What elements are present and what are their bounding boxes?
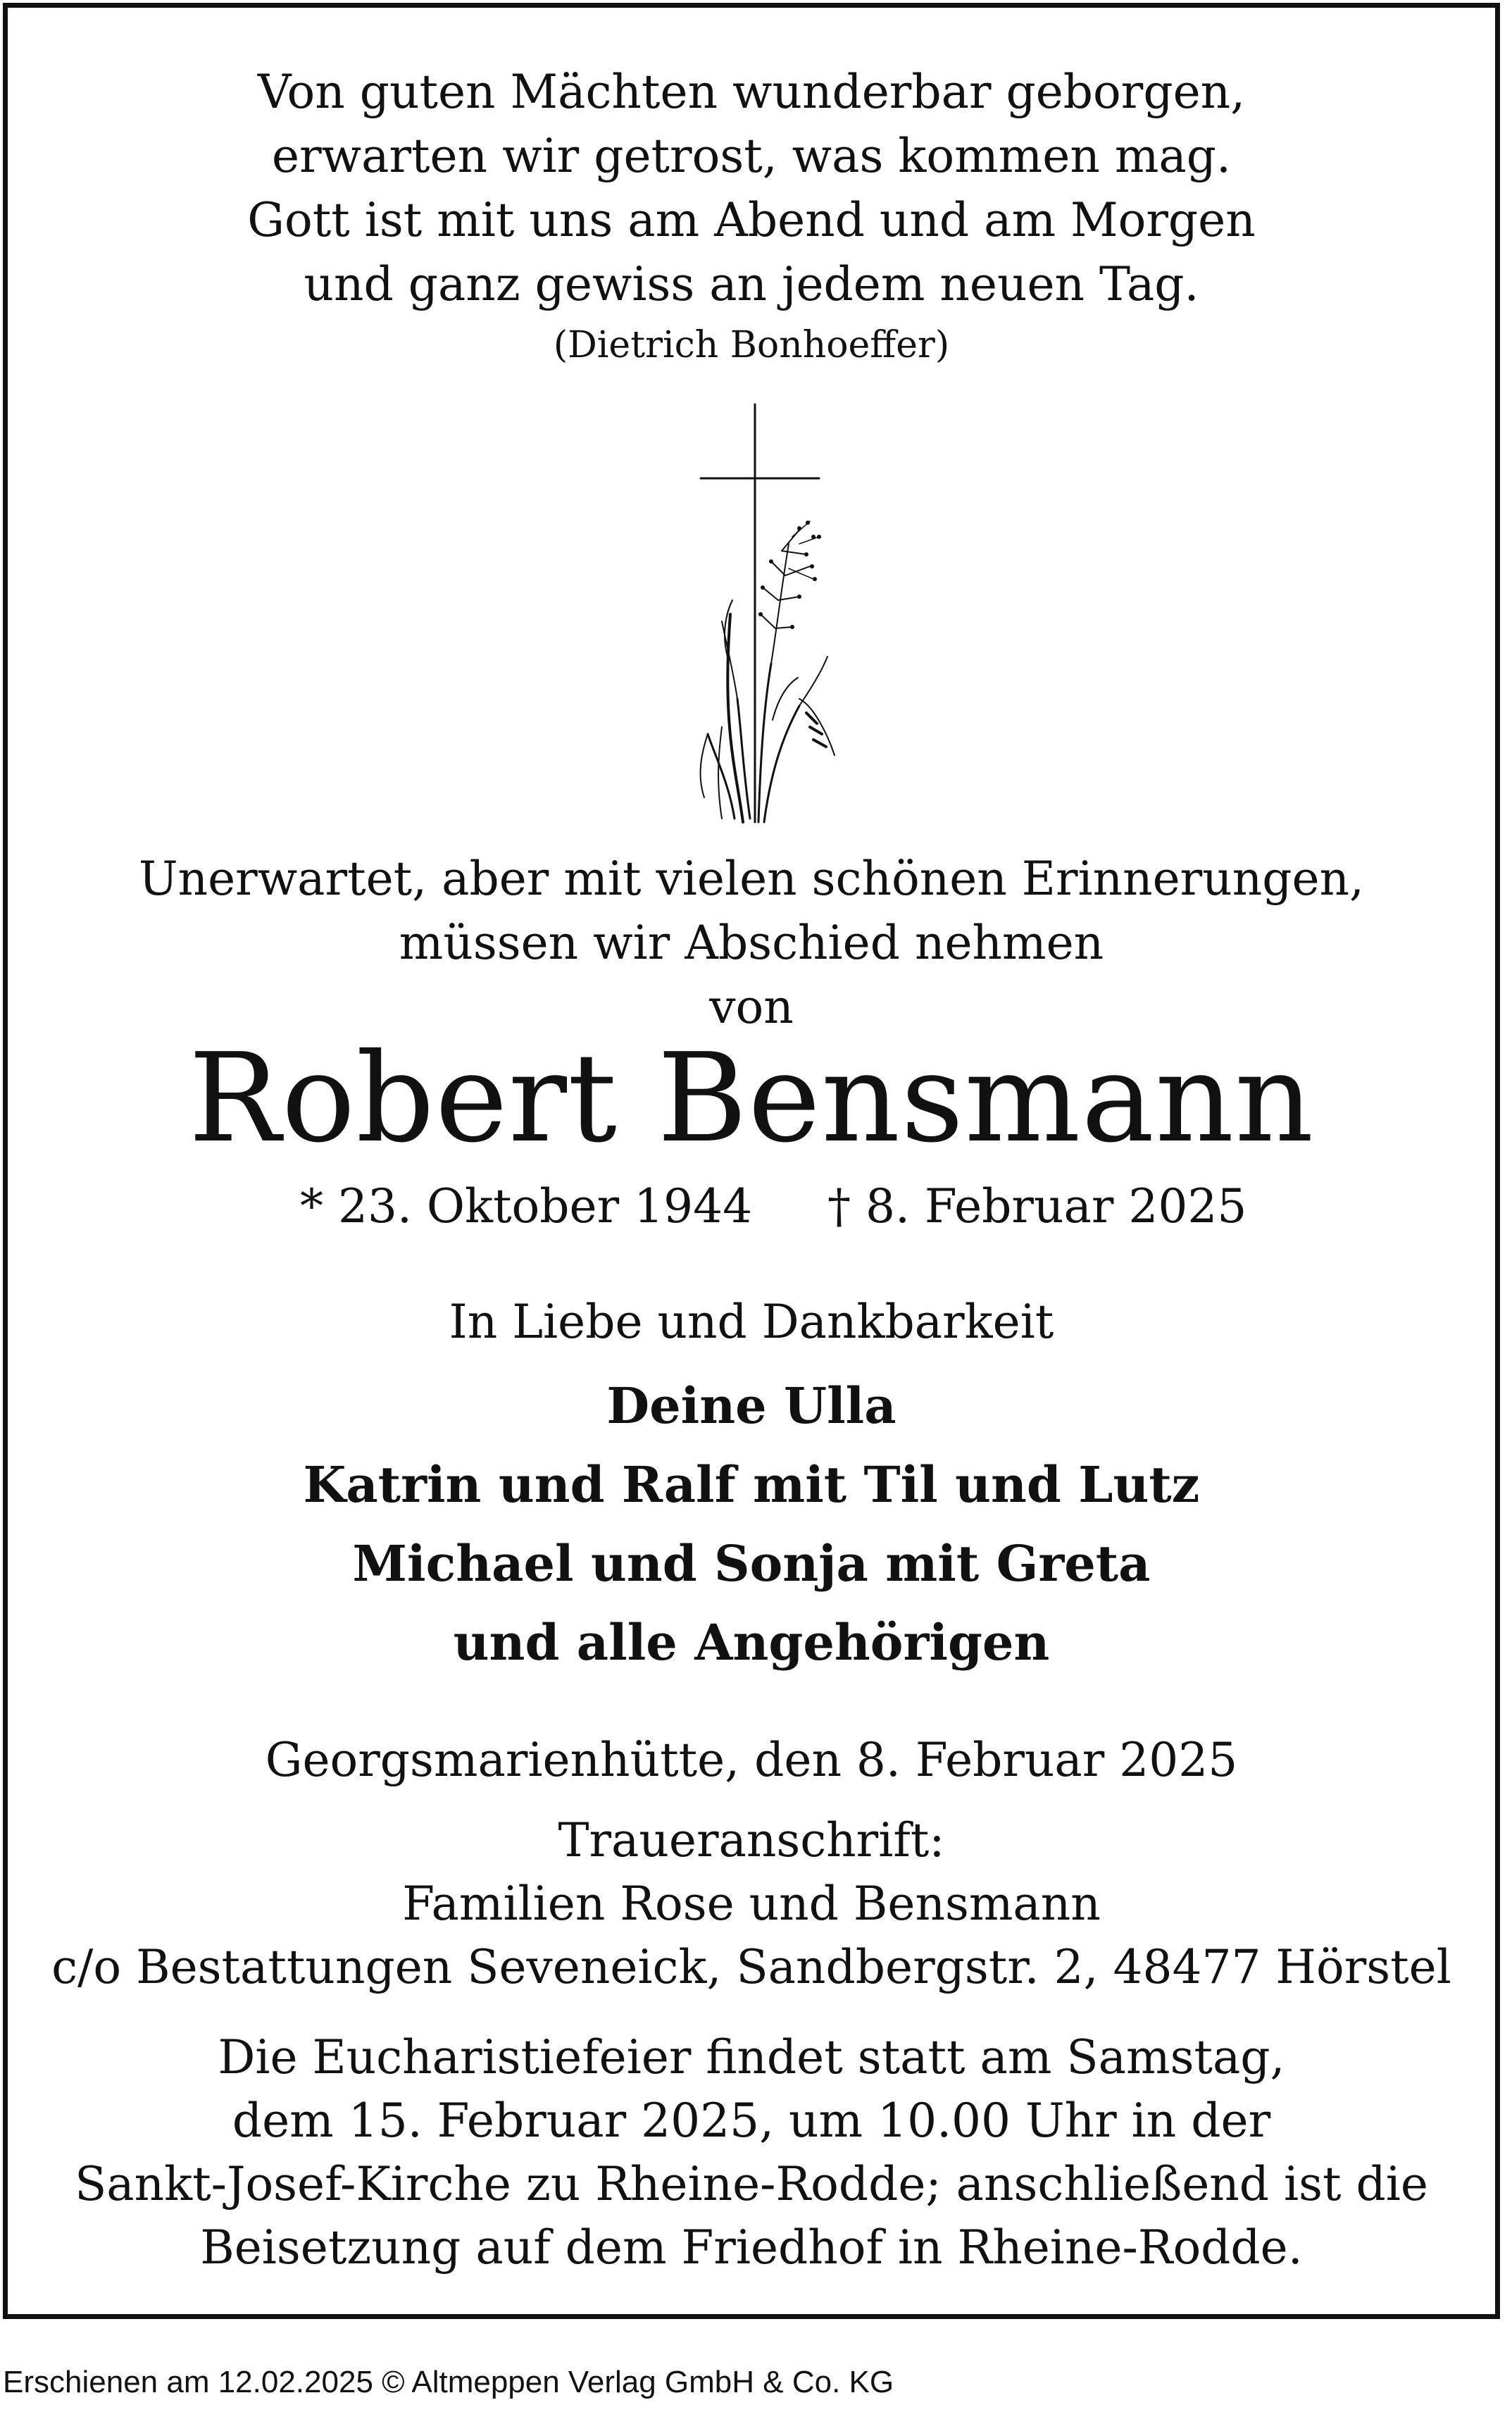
deceased-name: Robert Bensmann	[188, 1027, 1315, 1170]
mourning-address	[3, 1809, 1500, 1999]
mourner-line: und alle Angehörigen	[453, 1613, 1050, 1672]
service-line: Sankt-Josef-Kirche zu Rheine-Rodde; anschließend ist die	[75, 2157, 1428, 2211]
quote-line: Von guten Mächten wunderbar geborgen,	[257, 65, 1246, 119]
publication-footer: Erschienen am 12.02.2025 © Altmeppen Verlag GmbH & Co. KG	[3, 2365, 894, 2399]
service-line: Die Eucharistiefeier findet statt am Samstag,	[218, 2030, 1285, 2084]
address-line: c/o Bestattungen Seveneick, Sandbergstr. 2, 48477 Hörstel	[51, 1940, 1451, 1994]
quote-line: und ganz gewiss an jedem neuen Tag.	[304, 257, 1199, 311]
address-line: Familien Rose und Bensmann	[402, 1877, 1101, 1931]
quote-line: Gott ist mit uns am Abend und am Morgen	[247, 193, 1256, 247]
bonhoeffer-quote	[3, 60, 1500, 316]
service-line: Beisetzung auf dem Friedhof in Rheine-Rodde.	[200, 2220, 1303, 2275]
funeral-service-info	[3, 2026, 1500, 2280]
mourner-line: Katrin und Ralf mit Til und Lutz	[303, 1455, 1200, 1514]
intro-line: von	[709, 980, 794, 1034]
intro-line: Unerwartet, aber mit vielen schönen Erinnerungen,	[138, 852, 1365, 906]
birth-date: * 23. Oktober 1944	[300, 1179, 753, 1233]
mourner-line: Michael und Sonja mit Greta	[352, 1534, 1151, 1593]
service-line: dem 15. Februar 2025, um 10.00 Uhr in der	[232, 2094, 1271, 2148]
quote-author: (Dietrich Bonhoeffer)	[553, 324, 950, 366]
cross-with-grass-icon	[694, 403, 849, 833]
place-and-date: Georgsmarienhütte, den 8. Februar 2025	[265, 1733, 1238, 1787]
intro-line: müssen wir Abschied nehmen	[399, 916, 1104, 970]
death-date: † 8. Februar 2025	[827, 1179, 1247, 1233]
address-line: Traueranschrift:	[558, 1813, 945, 1867]
gratitude-line: In Liebe und Dankbarkeit	[449, 1295, 1054, 1349]
farewell-intro	[3, 847, 1500, 1039]
mourners-list	[3, 1367, 1500, 1682]
quote-line: erwarten wir getrost, was kommen mag.	[272, 129, 1231, 183]
mourner-line: Deine Ulla	[606, 1376, 896, 1435]
